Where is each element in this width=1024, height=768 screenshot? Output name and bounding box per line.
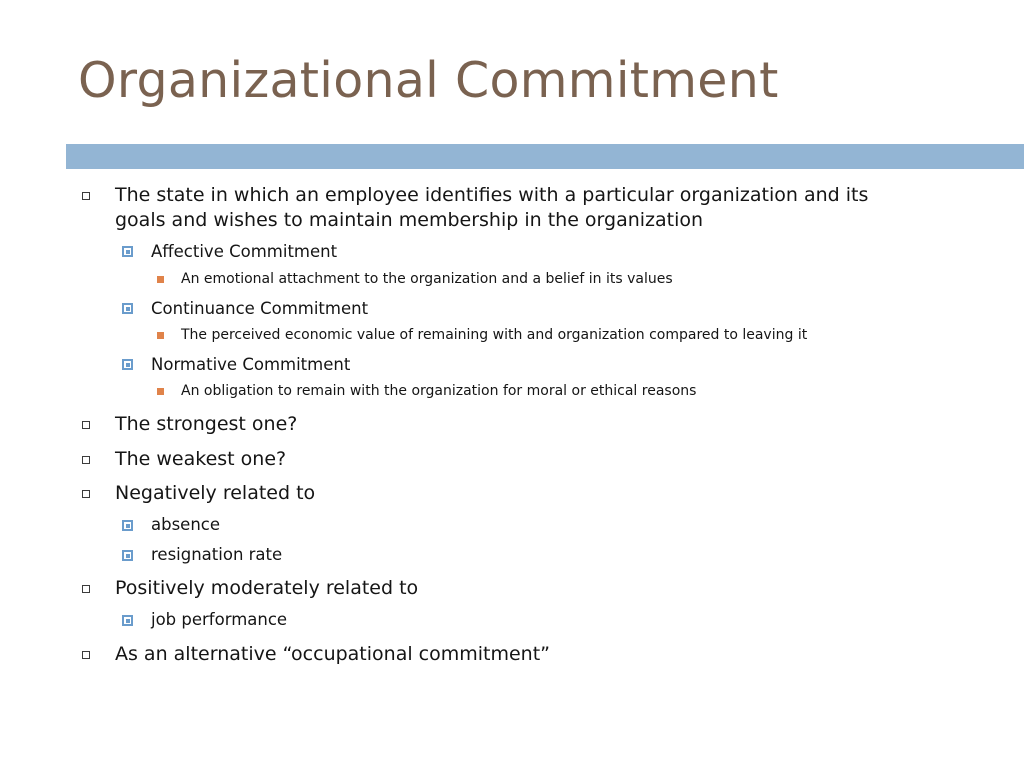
affective-description: An emotional attachment to the organization and a belief in its values (181, 271, 673, 287)
normative-description: An obligation to remain with the organization for moral or ethical reasons (181, 383, 697, 399)
positively-related: Positively moderately related to (115, 577, 419, 599)
orange-square-bullet-icon (157, 388, 164, 395)
strongest-question: The strongest one? (115, 413, 298, 435)
resignation-rate-item: resignation rate (151, 545, 283, 564)
hollow-square-bullet-icon (82, 456, 90, 464)
square-bullet-icon (122, 615, 133, 626)
continuance-commitment: Continuance Commitment (151, 299, 369, 318)
normative-commitment: Normative Commitment (151, 355, 351, 374)
square-bullet-icon (122, 359, 133, 370)
square-bullet-icon (122, 303, 133, 314)
hollow-square-bullet-icon (82, 192, 90, 200)
affective-commitment: Affective Commitment (151, 242, 338, 261)
absence-item: absence (151, 515, 221, 534)
orange-square-bullet-icon (157, 332, 164, 339)
orange-square-bullet-icon (157, 276, 164, 283)
definition-line-2: goals and wishes to maintain membership in the organization (115, 209, 704, 231)
definition-line-1: The state in which an employee identifies with a particular organization and its (115, 184, 869, 206)
continuance-description: The perceived economic value of remaining with and organization compared to leaving it (181, 327, 808, 343)
square-bullet-icon (122, 550, 133, 561)
hollow-square-bullet-icon (82, 421, 90, 429)
hollow-square-bullet-icon (82, 490, 90, 498)
alternative-occupational: As an alternative “occupational commitment” (115, 643, 551, 665)
hollow-square-bullet-icon (82, 585, 90, 593)
slide-title: Organizational Commitment (78, 52, 779, 109)
square-bullet-icon (122, 246, 133, 257)
square-bullet-icon (122, 520, 133, 531)
hollow-square-bullet-icon (82, 651, 90, 659)
job-performance-item: job performance (151, 610, 288, 629)
negatively-related: Negatively related to (115, 482, 316, 504)
weakest-question: The weakest one? (115, 448, 287, 470)
